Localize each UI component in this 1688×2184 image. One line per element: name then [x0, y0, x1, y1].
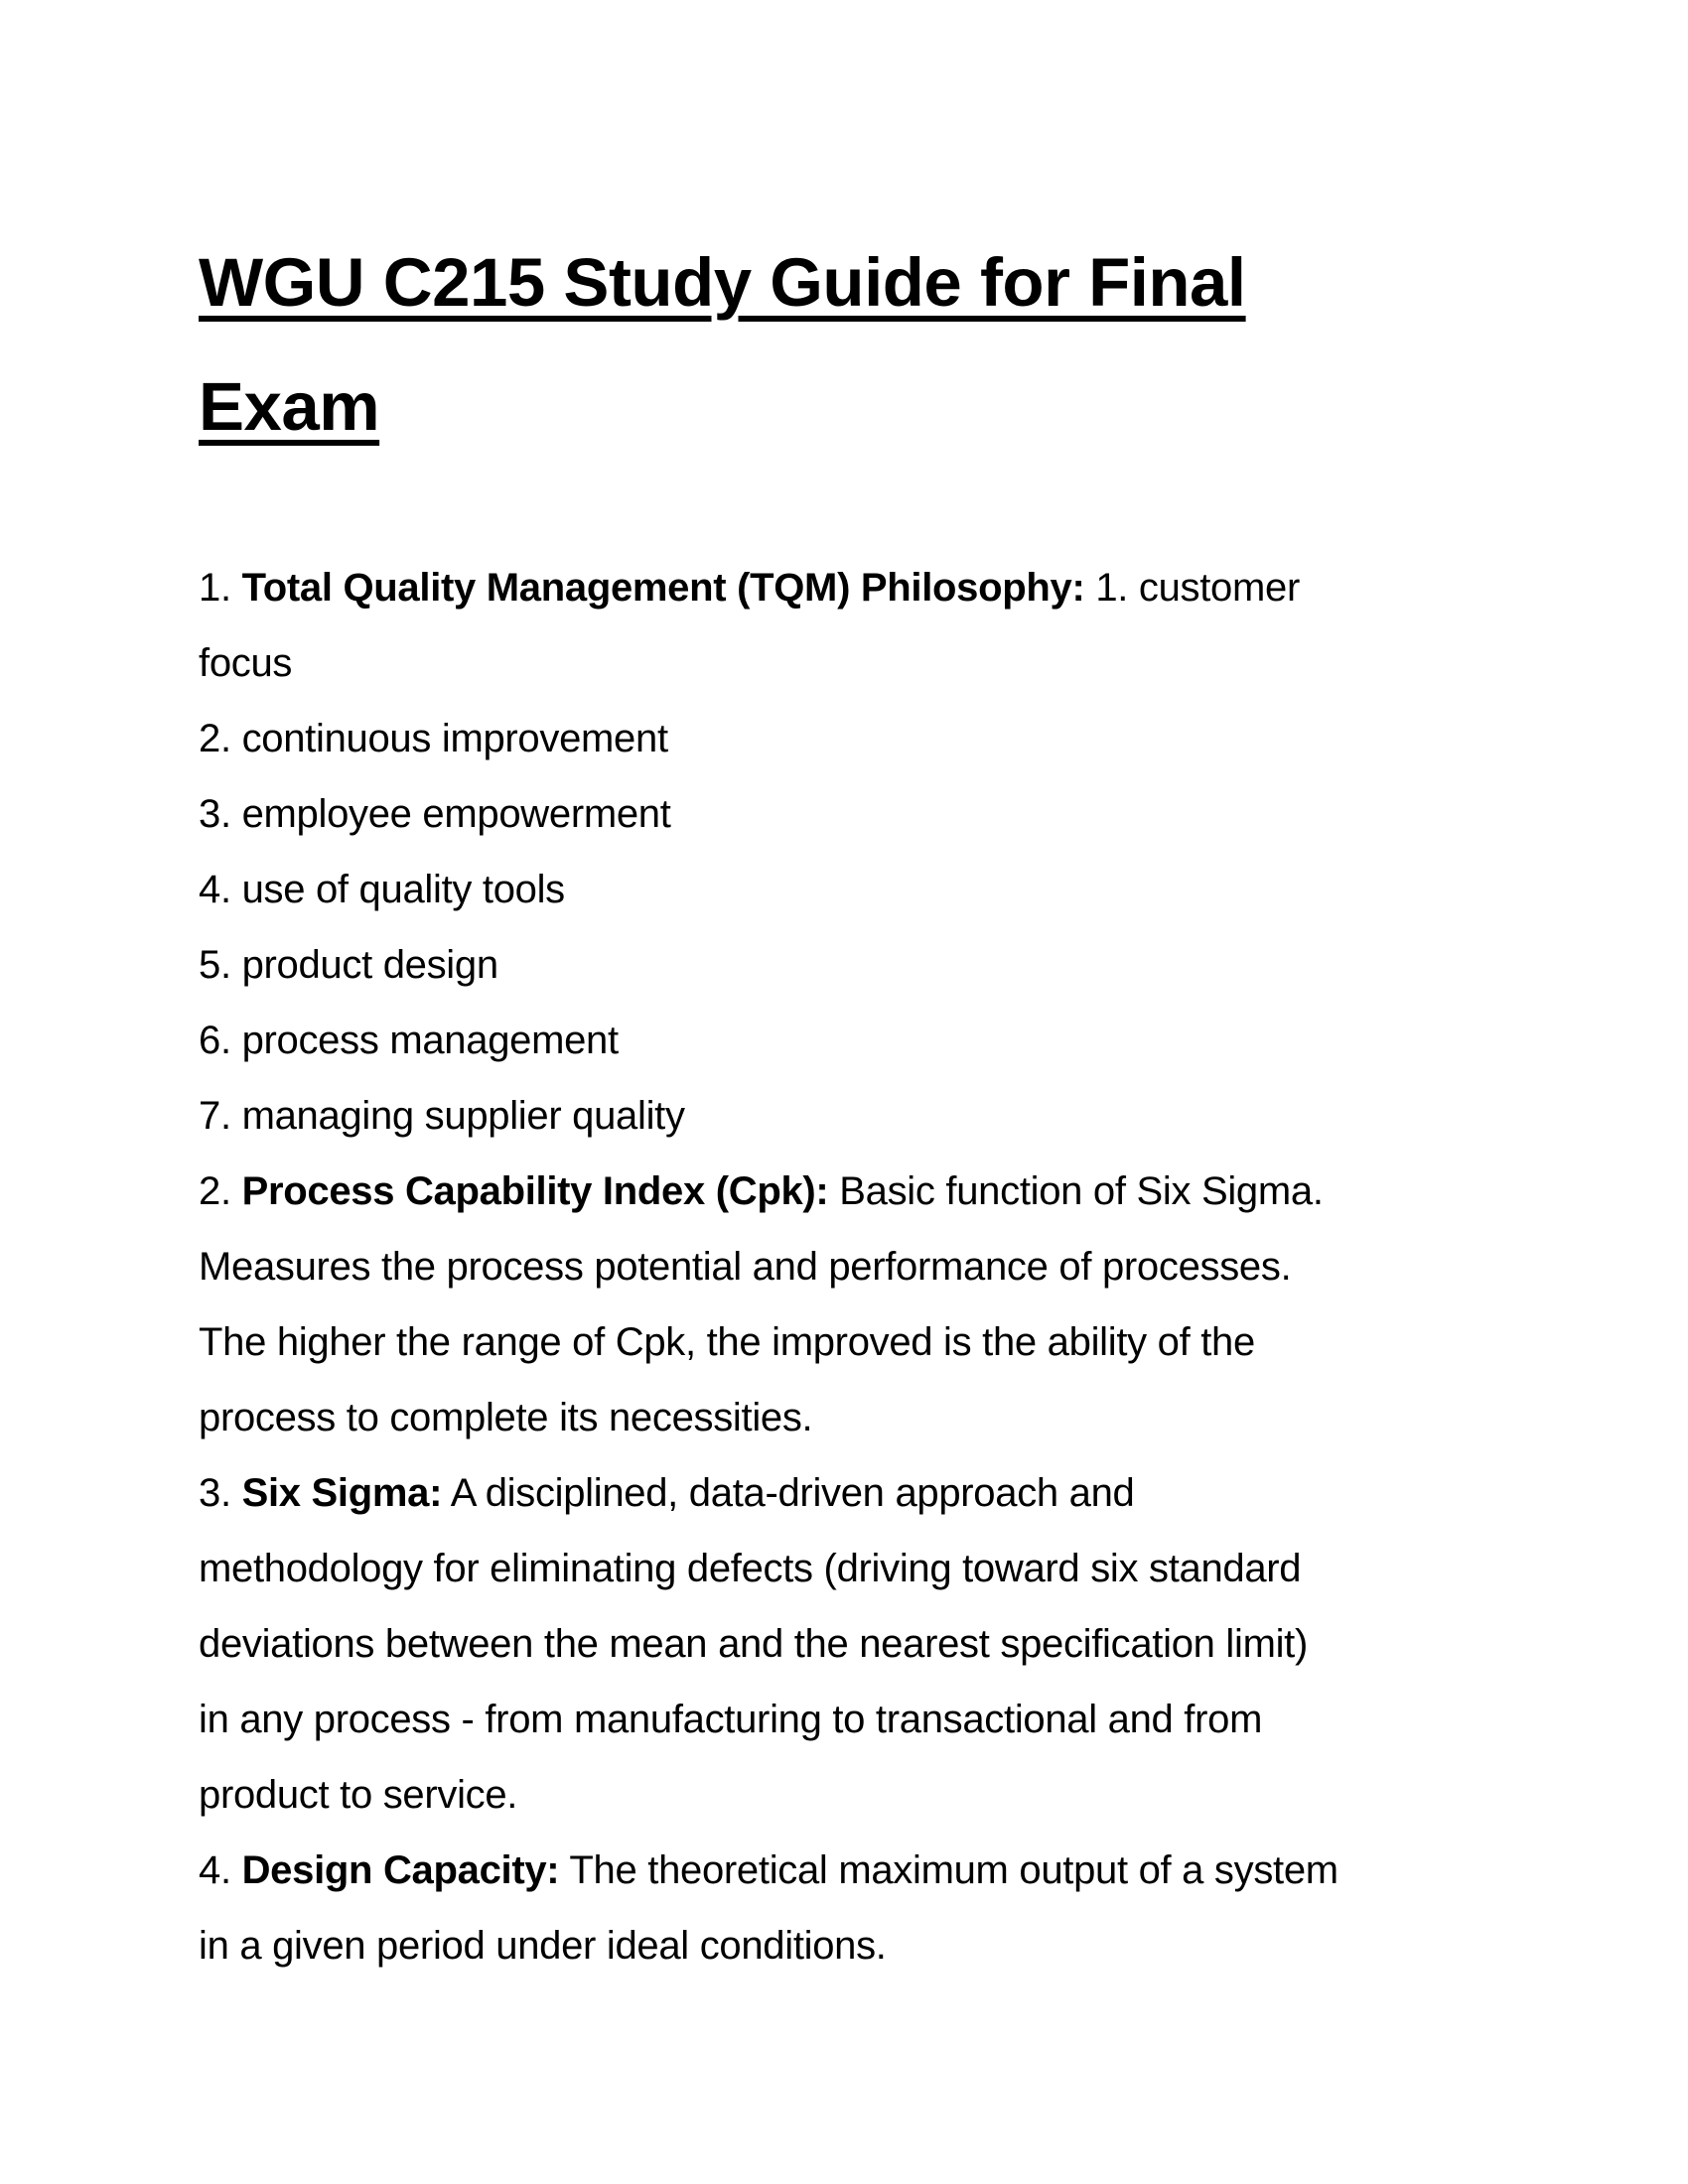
- section-3-line: deviations between the mean and the nearest specification limit): [199, 1622, 1309, 1666]
- section-2-heading-line: [199, 1167, 1324, 1215]
- section-1-line: 2. continuous improvement: [199, 717, 668, 760]
- section-3-number: 3.: [199, 1471, 231, 1515]
- section-2-line: process to complete its necessities.: [199, 1396, 813, 1439]
- section-1-line: 7. managing supplier quality: [199, 1094, 685, 1138]
- section-1-line: 4. use of quality tools: [199, 868, 565, 911]
- section-1-heading-line: [199, 564, 1300, 612]
- section-3-line: in any process - from manufacturing to transactional and from: [199, 1698, 1263, 1741]
- section-1-number: 1.: [199, 566, 231, 610]
- section-3-term: Six Sigma:: [241, 1471, 443, 1515]
- section-4-number: 4.: [199, 1848, 231, 1892]
- section-1-line: focus: [199, 641, 293, 685]
- section-1-term: Total Quality Management (TQM) Philosophy:: [241, 566, 1085, 610]
- section-3-heading-line: [199, 1469, 1135, 1517]
- section-4-term: Design Capacity:: [241, 1848, 560, 1892]
- section-1-line: 5. product design: [199, 943, 498, 987]
- section-4-line: in a given period under ideal conditions.: [199, 1924, 887, 1968]
- page-title-line-1: WGU C215 Study Guide for Final: [199, 244, 1246, 321]
- section-2-text: Basic function of Six Sigma.: [839, 1169, 1324, 1213]
- section-4-heading-line: [199, 1846, 1338, 1894]
- section-3-text: A disciplined, data-driven approach and: [450, 1471, 1135, 1515]
- section-2-number: 2.: [199, 1169, 231, 1213]
- section-3-line: methodology for eliminating defects (driving toward six standard: [199, 1547, 1302, 1590]
- section-2-term: Process Capability Index (Cpk):: [241, 1169, 829, 1213]
- section-1-line: 3. employee empowerment: [199, 792, 671, 836]
- section-3-line: product to service.: [199, 1773, 518, 1817]
- section-2-line: Measures the process potential and performance of processes.: [199, 1245, 1292, 1289]
- section-2-line: The higher the range of Cpk, the improved is the ability of the: [199, 1320, 1255, 1364]
- section-1-text: 1. customer: [1095, 566, 1300, 610]
- section-4-text: The theoretical maximum output of a system: [569, 1848, 1338, 1892]
- page-title-line-2: Exam: [199, 368, 380, 445]
- section-1-line: 6. process management: [199, 1019, 619, 1062]
